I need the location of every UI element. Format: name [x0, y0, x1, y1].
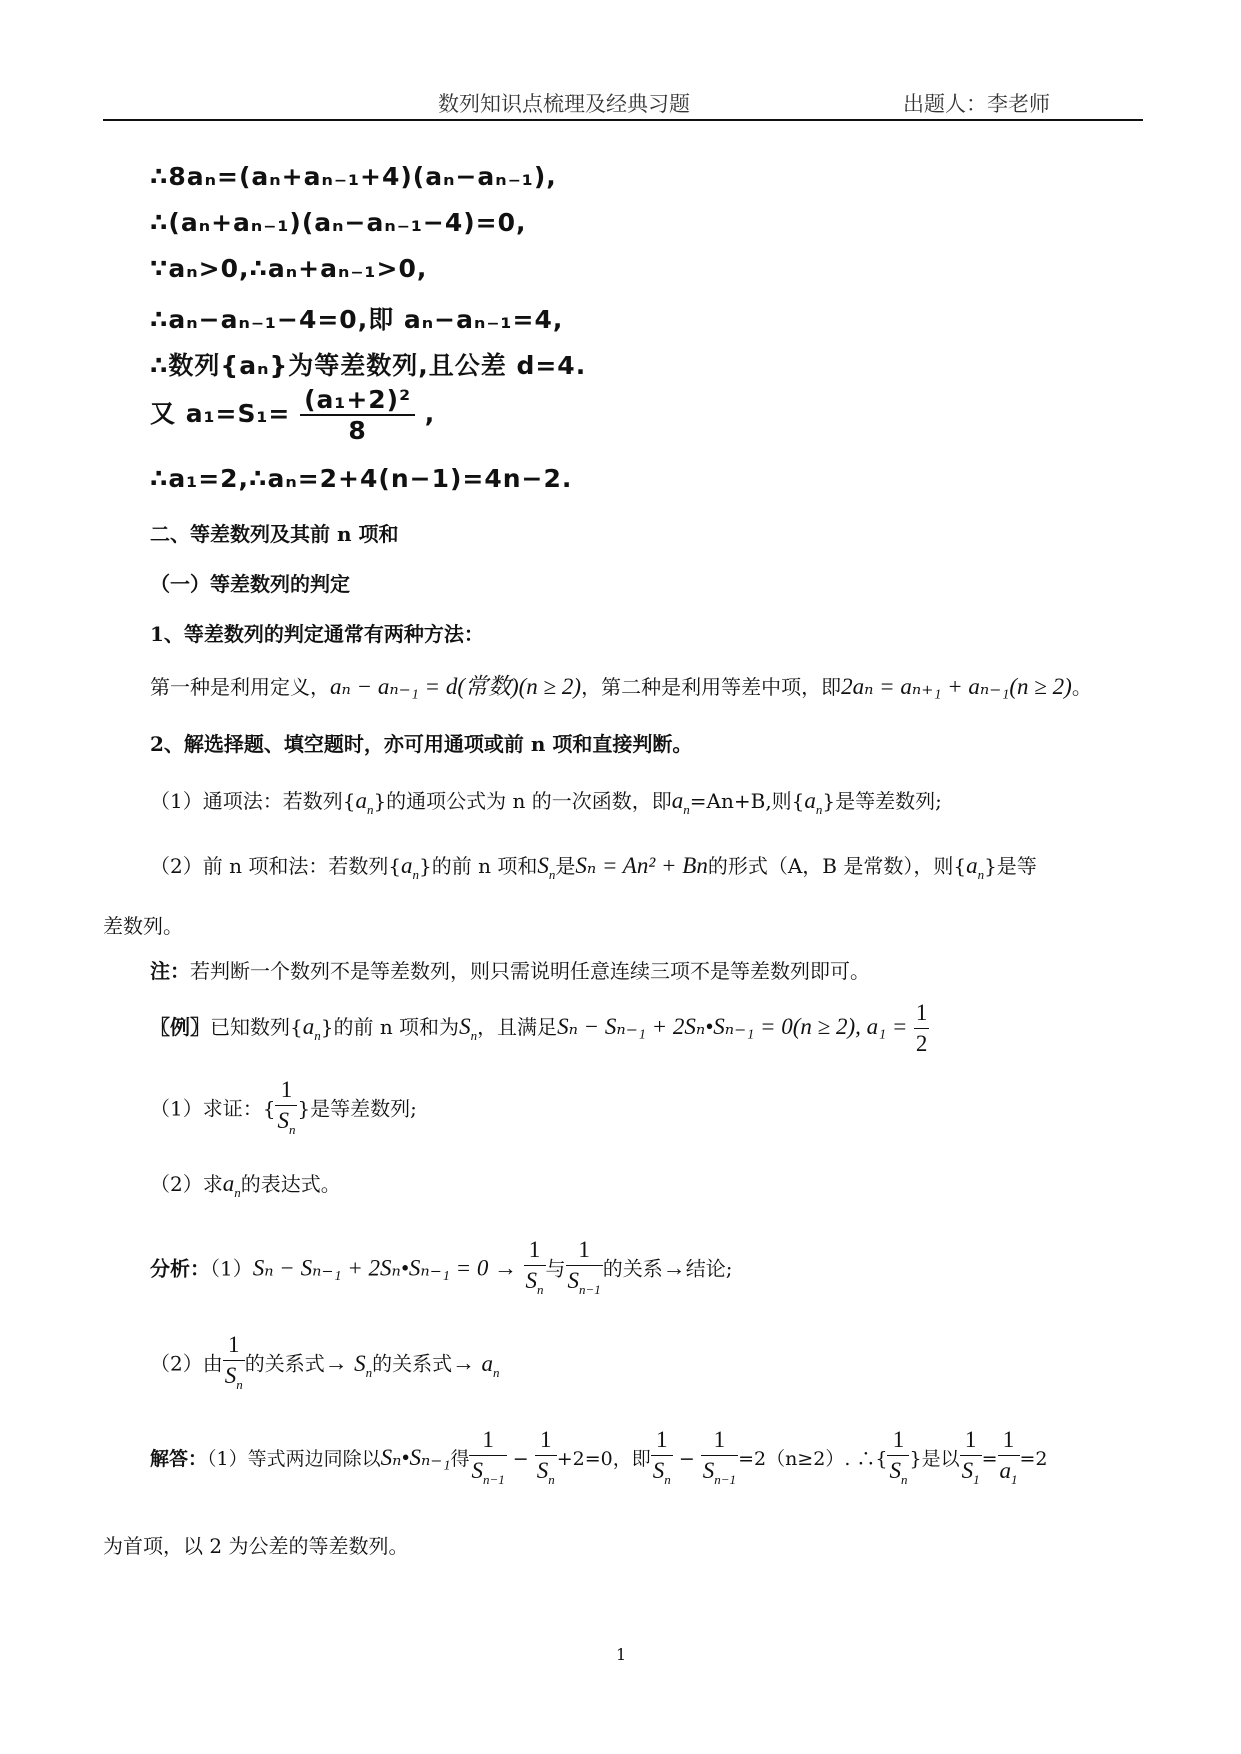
- derivation-line-6: 又 a₁=S₁= $\frac{\text{(a₁+2)²}}{8}$ ,: [150, 385, 436, 445]
- derivation-line-7: ∴a₁=2,∴aₙ=2+4(n−1)=4n−2.: [150, 464, 573, 493]
- point-2-title: 2、解选择题、填空题时，亦可用通项或前 n 项和直接判断。: [150, 732, 693, 756]
- derivation-line-3: ∵aₙ>0,∴aₙ+aₙ₋₁>0,: [150, 254, 428, 283]
- derivation-line-1: ∴8aₙ=(aₙ+aₙ₋₁+4)(aₙ−aₙ₋₁),: [150, 162, 557, 191]
- example-question-1: （1）求证：{ $\frac{1}{S_n}$ }是等差数列;: [150, 1075, 417, 1145]
- point-1-text: 第一种是利用定义，aₙ − aₙ₋₁ = d(常数)(n ≥ 2)，第二种是利用等差中项，即2aₙ = aₙ₊₁ + aₙ₋₁(n ≥ 2)。: [150, 674, 1092, 699]
- example-statement: 〖例〗已知数列$\{a_n\}$的前 n 项和为$S_n$，且满足Sₙ − Sₙ₋₁ + 2Sₙ•Sₙ₋₁ = 0(n ≥ 2), a₁ = $\frac{1}{2}$: [150, 998, 929, 1059]
- method-1: （1）通项法：若数列$\{a_n\}$的通项公式为 n 的一次函数，即$a_n=An+B$,则$\{a_n\}$是等差数列;: [150, 788, 942, 817]
- example-condition: Sₙ − Sₙ₋₁ + 2Sₙ•Sₙ₋₁ = 0(n ≥ 2), a₁ =: [557, 1014, 908, 1039]
- example-question-2: （2）求$a_n$的表达式。: [150, 1171, 341, 1200]
- solution-continued: 为首项，以 2 为公差的等差数列。: [103, 1534, 409, 1558]
- derivation-fraction: $\frac{\text{(a₁+2)²}}{8}$: [300, 385, 415, 445]
- sum-form-formula: Sₙ = An² + Bn: [575, 853, 708, 878]
- method-2-continued: 差数列。: [103, 914, 183, 938]
- page-number: 1: [616, 1645, 627, 1664]
- derivation-line-4: ∴aₙ−aₙ₋₁−4=0,即 aₙ−aₙ₋₁=4,: [150, 305, 564, 334]
- point-1-title: 1、等差数列的判定通常有两种方法：: [150, 622, 484, 646]
- note: 注：若判断一个数列不是等差数列，则只需说明任意连续三项不是等差数列即可。: [150, 959, 870, 983]
- header-rule: [103, 119, 1143, 121]
- definition-formula: aₙ − aₙ₋₁ = d(常数)(n ≥ 2): [330, 674, 582, 699]
- derivation-line-5: ∴数列{aₙ}为等差数列,且公差 d=4.: [150, 351, 587, 380]
- method-2: （2）前 n 项和法：若数列$\{a_n\}$的前 n 项和$S_n$是Sₙ = An² + Bn的形式（A，B 是常数），则$\{a_n\}$是等: [150, 853, 1037, 882]
- derivation-line-2: ∴(aₙ+aₙ₋₁)(aₙ−aₙ₋₁−4)=0,: [150, 208, 527, 237]
- half-fraction: $\frac{1}{2}$: [914, 998, 930, 1059]
- solution-line: 解答：（1）等式两边同除以Sₙ•Sₙ₋₁得 $\frac{1}{S_{n-1}}$ − $\frac{1}{S_n}$ +2=0，即 $\frac{1}{S_n}$ − $\frac{1}{S_{n-1}}$ =2（n≥2）. ∴{ $\frac{1}{S_n}$ }是以 $\frac{1}{S_1}$ = $\frac{1}{a_1}$ =2: [150, 1425, 1048, 1495]
- section-heading: 二、等差数列及其前 n 项和: [150, 522, 399, 546]
- header-author: 出题人：李老师: [903, 92, 1050, 116]
- subsection-heading: （一）等差数列的判定: [150, 572, 350, 596]
- middle-term-formula: 2aₙ = aₙ₊₁ + aₙ₋₁(n ≥ 2): [841, 674, 1072, 699]
- analysis-line-1: 分析：（1）Sₙ − Sₙ₋₁ + 2Sₙ•Sₙ₋₁ = 0 → $\frac{1}{S_n}$ 与 $\frac{1}{S_{n-1}}$ 的关系→结论;: [150, 1235, 733, 1305]
- analysis-line-2: （2）由 $\frac{1}{S_n}$ 的关系式→ $S_n$的关系式→ $a_n$: [150, 1330, 499, 1400]
- header-title: 数列知识点梳理及经典习题: [438, 92, 690, 116]
